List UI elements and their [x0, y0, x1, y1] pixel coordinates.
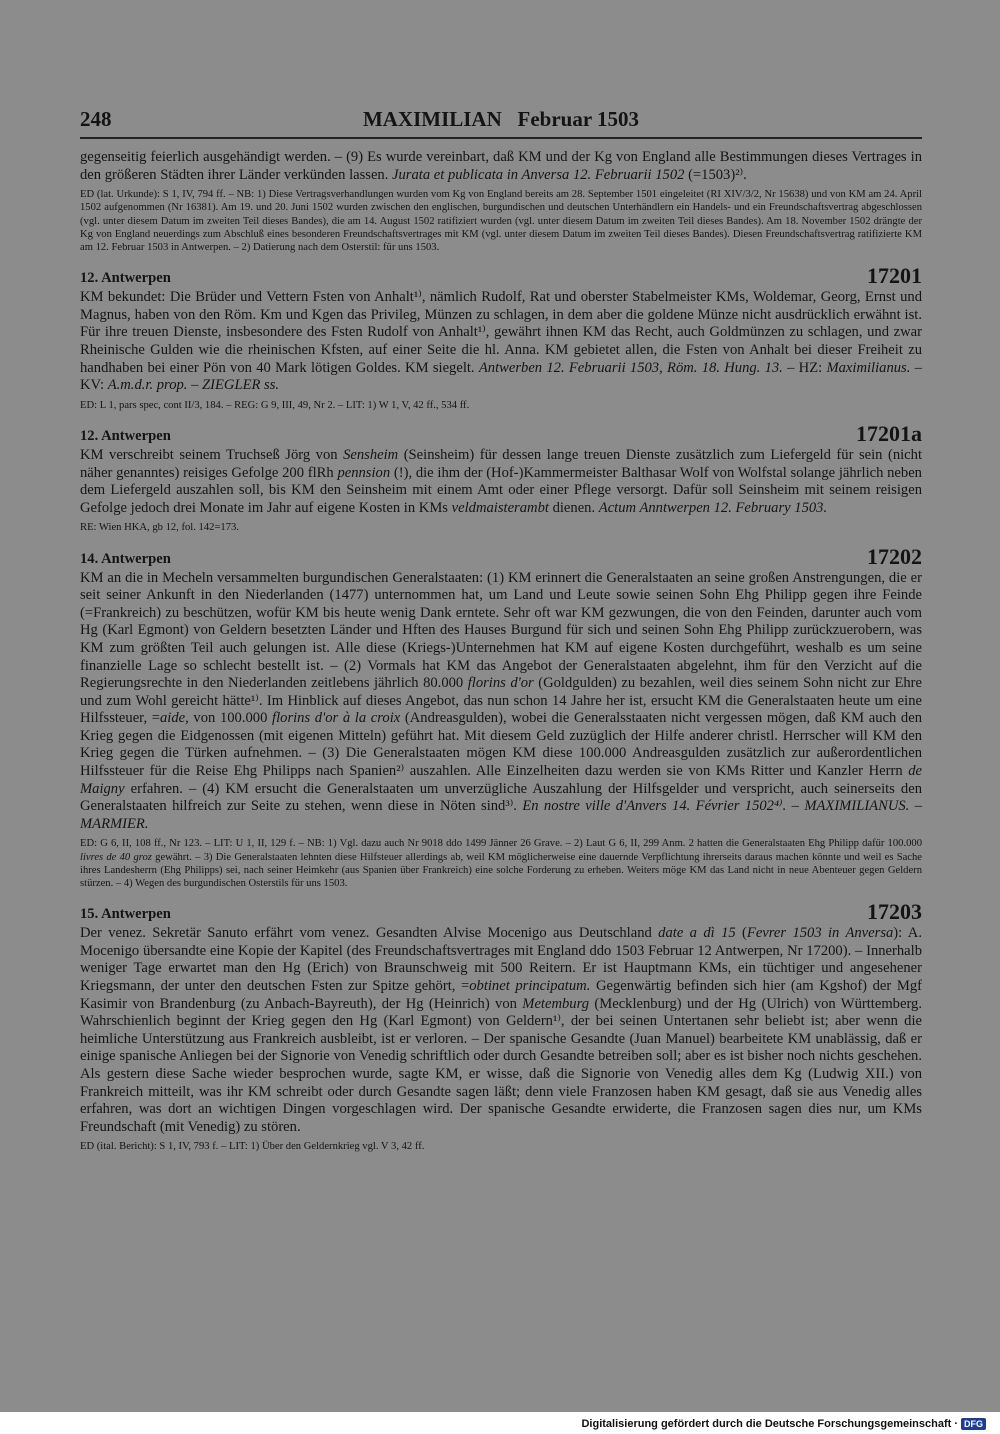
text-run: ED: G 6, II, 108 ff., Nr 123. – LIT: U 1, II, 129 f. – NB: 1) Vgl. dazu auch Nr 9018 ddo 1499 Jänner 26 Grave. – 2) Laut G 6, II, 299 Anm. 2 hatten die Generalstaaten Ehg Philipp dafür 100.000: [80, 838, 922, 850]
entry-notes: [80, 837, 922, 890]
text-run: ED (lat. Urkunde): S 1, IV, 794 ff. – NB: 1) Diese Vertragsverhandlungen wurden vom Kg von England bereits am 28. September 1501 eingeleitet (RI XIV/3/2, Nr 15638) und von KM am 24. April 1502 aufgenommen (Nr 16381). Am 19. und 20. Juni 1502 wurden zwischen den englischen, burgundischen und deutschen Unterhändlern ein Handels- und ein Freundschaftsvertrag abgeschlossen (vgl. unter diesem Datum im zweiten Teil dieses Bandes), die am 14. August 1502 ratifiziert wurden (vgl. unter diesem Datum im zweiten Teil dieses Bandes). Am 18. November 1502 drängte der Kg von England neuerdings zum Abschluß eines besonderen Freundschaftsvertrages mit KM (vgl. unter diesem Datum im zweiten Teil dieses Bandes). Diesen Freundschaftsvertrag ratifizierte KM am 12. Februar 1503 in Antwerpen. – 2) Datierung nach dem Osterstil: für uns 1503.: [80, 189, 922, 253]
entry-17201a: [80, 420, 923, 535]
intro-continuation: [80, 149, 922, 254]
text-run: (: [735, 925, 747, 942]
italic-run: Antwerben 12. Februarii 1503, Röm. 18. Hung. 13.: [478, 359, 783, 376]
entry-notes: [80, 399, 922, 412]
italic-run: date a dì 15: [658, 925, 736, 942]
text-run: RE: Wien HKA, gb 12, fol. 142=173.: [80, 522, 239, 534]
italic-run: florins d'or à la croix: [272, 710, 401, 727]
text-run: dienen.: [548, 499, 599, 516]
entry-number: 17201a: [856, 420, 922, 446]
italic-run: pennsion: [337, 464, 391, 481]
italic-run: Fevrer 1503 in Anversa: [746, 925, 894, 942]
running-title: MAXIMILIAN Februar 1503: [362, 107, 640, 131]
dfg-logo: DFG: [961, 1418, 986, 1430]
entry-number: 17203: [867, 899, 922, 925]
italic-run: Metemburg: [522, 995, 590, 1012]
footer-credit: Digitalisierung gefördert durch die Deutsche Forschungsgemeinschaft ·: [581, 1418, 958, 1430]
entry-date: 14. Antwerpen: [80, 550, 171, 567]
entry-17202: [80, 543, 922, 891]
text-run: (Andreasgulden), wobei die Generalsstaaten nicht vergessen mögen, daß KM auch den Krieg gegen die Eidgenossen (mit eigenen Mitteln) geführt hat. Mit diesem Geld zuzüglich der Hilfe anderer christl. Herrscher will KM den Krieg gegen die Türken aufnehmen. – (3) Die Generalstaaten mögen KM diese 100.000 Andreasgulden zusätzlich zur außerordentlichen Hilfssteuer für die Reise Ehg Philipps nach Spanien²⁾ auszahlen. Alle Einzelheiten dazu werden sie von KMs Ritter und Kanzler Herrn: [80, 710, 922, 780]
dfg-footer: [581, 1418, 986, 1430]
italic-run: Actum Anntwerpen 12. February 1503.: [598, 499, 828, 516]
text-run: (=1503)²⁾.: [684, 166, 747, 183]
italic-run: A.m.d.r. prop. – ZIEGLER ss.: [107, 377, 280, 394]
entry-17203: [80, 899, 922, 1153]
header-rule: [80, 137, 922, 139]
text-run: (Goldgulden) zu bezahlen, weil dies seinem Sohn nicht zur Ehre und zum Wohl gereicht hätte¹⁾. Im Hinblick auf dieses Angebot, das nun schon 14 Jahre her ist, ersucht KM die Generalstaaten heute um eine Hilfssteuer, =: [80, 675, 922, 727]
entry-notes: [80, 521, 922, 534]
italic-run: livres de 40 groz: [80, 851, 152, 863]
text-run: KM verschreibt seinem Truchseß Jörg von: [80, 446, 344, 463]
entry-body: [80, 570, 922, 834]
text-run: , von 100.000: [185, 710, 273, 727]
text-run: – KV:: [80, 359, 922, 394]
entry-number: 17201: [867, 263, 922, 289]
italic-run: de Maigny: [80, 763, 922, 797]
entry-number: 17202: [867, 543, 922, 569]
text-run: Der venez. Sekretär Sanuto erfährt vom venez. Gesandten Alvise Mocenigo aus Deutschland: [80, 925, 659, 942]
entry-heading: [80, 543, 922, 570]
entry-date: 15. Antwerpen: [80, 906, 171, 923]
entry-body: [80, 289, 922, 395]
text-run: Gegenwärtig befinden sich hier (am Kgshof) der Mgf Kasimir von Brandenburg (zu Anbach-Bayreuth), der Hg (Heinrich) von: [80, 978, 922, 1012]
text-run: ED (ital. Bericht): S 1, IV, 793 f. – LIT: 1) Über den Geldernkrieg vgl. V 3, 42 ff.: [80, 1141, 425, 1153]
entry-date: 12. Antwerpen: [80, 427, 171, 444]
text-run: gegenseitig feierlich ausgehändigt werden. – (9) Es wurde vereinbart, daß KM und der Kg von England alle Bestimmungen dieses Vertrages in den größeren Städten ihrer Länder verkünden lassen.: [80, 149, 922, 183]
entry-heading: [80, 420, 922, 447]
page-number: 248: [80, 107, 112, 131]
entry-date: 12. Antwerpen: [80, 270, 171, 287]
text-run: (Seinsheim) für dessen lange treuen Dienste zusätzlich zum Liefergeld für sein (nicht näher genanntes) reisiges Gefolge 200 flRh: [80, 446, 923, 481]
italic-run: Sensheim: [343, 446, 399, 463]
text-run: ): A. Mocenigo übersandte eine Kopie der Kapitel (des Freundschaftsvertrages mit England ddo 1503 Februar 12 Antwerpen, Nr 17200). – Innerhalb weniger Tage erwartet man den Hg (Erich) von Braunschweig mit 500 Reitern. Er ist Hauptmann KMs, ein tüchtiger und angesehener Kriegsmann, der unter den deutschen Fsten zur Spitze gehört, =: [80, 925, 922, 995]
italic-run: Maximilianus.: [826, 359, 911, 376]
intro-body: [80, 149, 922, 184]
entry-body: [80, 447, 922, 517]
entry-17201: [80, 263, 922, 412]
entry-notes: [80, 1140, 922, 1153]
text-run: – HZ:: [782, 359, 827, 376]
text-run: KM bekundet: Die Brüder und Vettern Fsten von Anhalt¹⁾, nämlich Rudolf, Rat und oberster Stabelmeister KMs, Woldemar, Georg, Ernst und Magnus, haben von den Röm. Km und Kgen das Privileg, Münzen zu schlagen, in dem aber die goldene Münze nicht ausdrücklich erwähnt ist. Für ihre treuen Dienste, insbesondere des Fsten Rudolf von Anhalt¹⁾, gewährt ihnen KM das Recht, auch Goldmünzen zu schlagen, und zwar Rheinische Gulden wie die rheinischen Kfsten, auf einer Seite die hl. Anna. KM gebietet allen, die Fsten von Anhalt bei dieser Freiheit zu handhaben bei einer Pön von 40 Mark lötigen Goldes. KM siegelt.: [80, 289, 922, 376]
italic-run: veldmaisterambt: [451, 499, 549, 516]
italic-run: florins d'or: [467, 675, 534, 692]
text-run: (!), die ihm der (Hof-)Kammermeister Balthasar Wolf von Wolfstal solange jährlich neben dem Liefergeld auszahlen soll, bis KM den Seinsheim mit einem Amt oder einer Pflege versorgt. Dafür soll Seinsheim mit seinem reisigen Gefolge jedoch drei Monate im Jahr auf eigene Kosten in KMs: [80, 464, 922, 516]
italic-run: Jurata et publicata in Anversa 12. Februarii 1502: [392, 166, 685, 183]
intro-notes: [80, 188, 922, 254]
text-run: ED: L 1, pars spec, cont II/3, 184. – REG: G 9, III, 49, Nr 2. – LIT: 1) W 1, V, 42 ff., 534 ff.: [80, 399, 470, 411]
text-run: KM an die in Mecheln versammelten burgundischen Generalstaaten: (1) KM erinnert die Generalstaaten an seine großen Anstrengungen, die er seit seiner Ankunft in den Niederlanden (1477) unternommen hat, um Land und Leute sowie seinen Sohn Ehg Philipp gegen ihre Feinde (=Frankreich) zu beschützen, wofür KM bis heute wenig Dank erntete. Sehr oft war KM gezwungen, die von den Feinden, darunter auch vom Hg (Karl Egmont) von Geldern besetzten Länder und Hften des Hauses Burgund für sich und seinen Sohn Ehg Philipp zurückzuerobern, was KM zum größten Teil auch gelungen ist. Alle diese (Kriegs-)Unternehmen hat KM auf eigene Kosten durchgeführt, weshalb es um seine finanzielle Lage so schlecht bestellt ist. – (2) Vormals hat KM das Angebot der Generalstaaten abgelehnt, ihm für den Verzicht auf die Regierungsrechte in den Niederlanden zeitlebens jährlich 80.000: [80, 569, 922, 692]
italic-run: En nostre ville d'Anvers 14. Février 1502⁴⁾. – MAXIMILIANUS. – MARMIER.: [80, 798, 922, 832]
italic-run: aide: [159, 710, 186, 727]
running-header: [80, 105, 922, 137]
entry-body: [80, 925, 922, 1136]
entry-heading: [80, 899, 922, 925]
entry-heading: [80, 263, 922, 289]
text-run: erfahren. – (4) KM ersucht die Generalstaaten um unverzügliche Auszahlung der Hilfsgelder und verspricht, auch seinerseits den Generalstaaten hilfreich zur Seite zu stehen, wenn diese in Nöten sind³⁾.: [80, 780, 922, 815]
text-run: (Mecklenburg) und der Hg (Ulrich) von Württemberg. Wahrschienlich beginnt der Krieg gegen den Hg (Karl Egmont) von Geldern¹⁾, der bei seinen Untertanen sehr beliebt ist; aber wenn die heimliche Unterstützung aus Frankreich ausbleibt, ist er verloren. – Der spanische Gesandte (Juan Manuel) bearbeitete KM unablässig, daß er einige spanische Anliegen bei der Signorie von Venedig schriftlich oder durch Gesandte betreiben soll; aber es ist bisher noch nichts geschehen. Als gestern diese Sache wieder besprochen wurde, sagte KM, er wisse, daß die Signorie von Venedig alles dem Kg (Ludwig XII.) von Frankreich mitteilt, was ihr KM schreibt oder durch Gesandte sagen läßt; denn viele Franzosen haben KM gesagt, daß sie aus Venedig alles erfahren, was dort an wichtigen Dingen vorgeschlagen wird. Der spanische Gesandte erwiderte, die Franzosen sagen dies nur, um KMs Freundschaft (mit Venedig) zu stören.: [80, 995, 922, 1135]
page-content: [80, 105, 922, 1154]
text-run: gewährt. – 3) Die Generalstaaten lehnten diese Hilfsteuer allerdings ab, weil KM möglicherweise eine dauernde Verpflichtung ihrerseits daraus machen könnte und weil es Sache ihres Landesherrn (Ehg Philipps) sei, nach seiner Heimkehr (aus Spanien über Frankreich) eine solche Forderung zu erheben. Weiters möge KM das Land nicht in neue Abenteuer gegen Geldern stürzen. – 4) Wegen des burgundischen Osterstils für uns 1503.: [80, 851, 922, 890]
italic-run: obtinet principatum.: [469, 978, 591, 995]
